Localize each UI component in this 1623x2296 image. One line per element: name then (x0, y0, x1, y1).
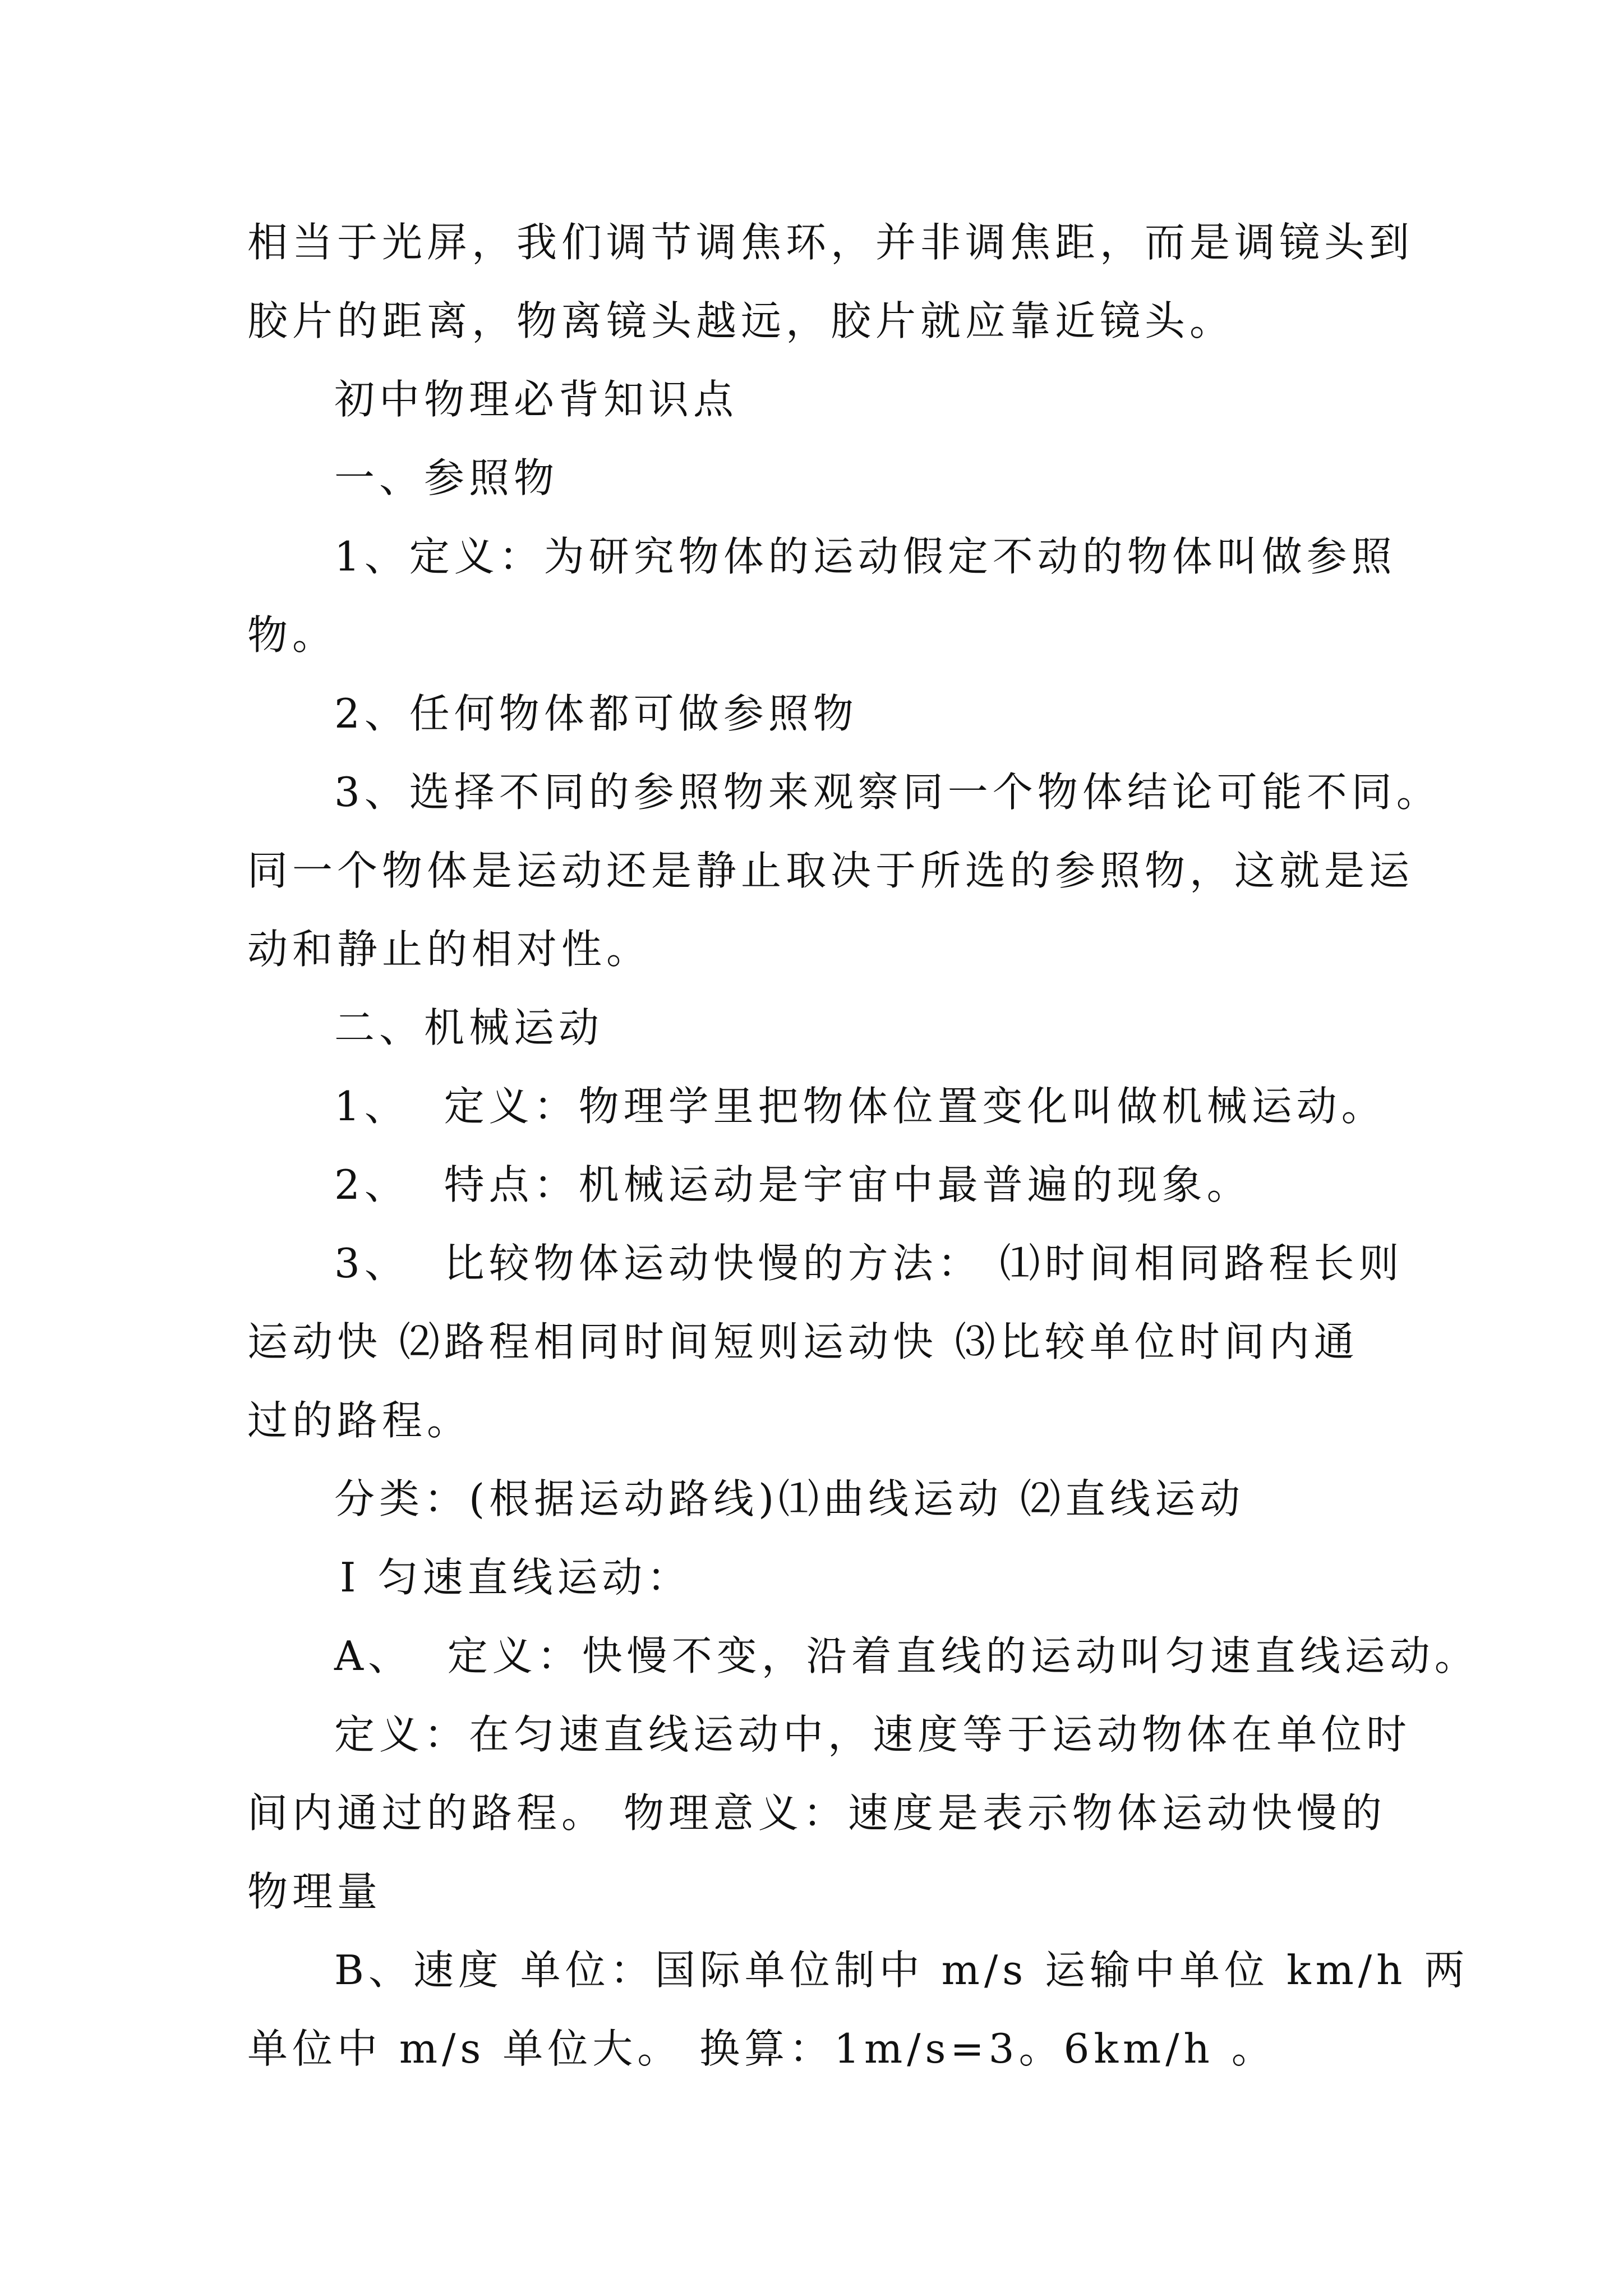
text-line-1: 相当于光屏，我们调节调焦环，并非调焦距，而是调镜头到 (247, 219, 1414, 266)
text-line-21: 间内通过的路程。 物理意义：速度是表示物体运动快慢的 (247, 1789, 1386, 1837)
text-line-22: 物理量 (247, 1868, 382, 1915)
text-line-12: 1、 定义：物理学里把物体位置变化叫做机械运动。 (334, 1083, 1386, 1130)
text-line-17: 分类：(根据运动路线)⑴曲线运动 ⑵直线运动 (334, 1475, 1245, 1522)
subsection-heading: 二、机械运动 (334, 1004, 604, 1051)
text-line-14: 3、 比较物体运动快慢的方法： ⑴时间相同路程长则 (334, 1240, 1404, 1287)
section-heading: 初中物理必背知识点 (334, 376, 739, 423)
text-line-6: 物。 (247, 611, 338, 659)
subsection-heading: 一、参照物 (334, 454, 559, 501)
text-line-20: 定义：在匀速直线运动中，速度等于运动物体在单位时 (334, 1711, 1412, 1758)
text-line-7: 2、任何物体都可做参照物 (334, 690, 858, 737)
text-line-13: 2、 特点：机械运动是宇宙中最普遍的现象。 (334, 1161, 1252, 1208)
text-line-16: 过的路程。 (247, 1397, 472, 1444)
text-line-5: 1、定义：为研究物体的运动假定不动的物体叫做参照 (334, 533, 1396, 580)
text-line-23: B、速度 单位：国际单位制中 m/s 运输中单位 km/h 两 (334, 1947, 1469, 1994)
text-line-10: 动和静止的相对性。 (247, 926, 652, 973)
text-line-19: A、 定义：快慢不变，沿着直线的运动叫匀速直线运动。 (334, 1632, 1479, 1680)
text-line-18: Ⅰ 匀速直线运动： (340, 1554, 692, 1601)
text-line-8: 3、选择不同的参照物来观察同一个物体结论可能不同。 (334, 769, 1441, 816)
text-line-2: 胶片的距离，物离镜头越远，胶片就应靠近镜头。 (247, 297, 1235, 344)
text-line-15: 运动快 ⑵路程相同时间短则运动快 ⑶比较单位时间内通 (247, 1318, 1359, 1365)
text-line-24: 单位中 m/s 单位大。 换算：1m/s=3。6km/h 。 (247, 2025, 1276, 2072)
text-line-9: 同一个物体是运动还是静止取决于所选的参照物，这就是运 (247, 847, 1414, 894)
